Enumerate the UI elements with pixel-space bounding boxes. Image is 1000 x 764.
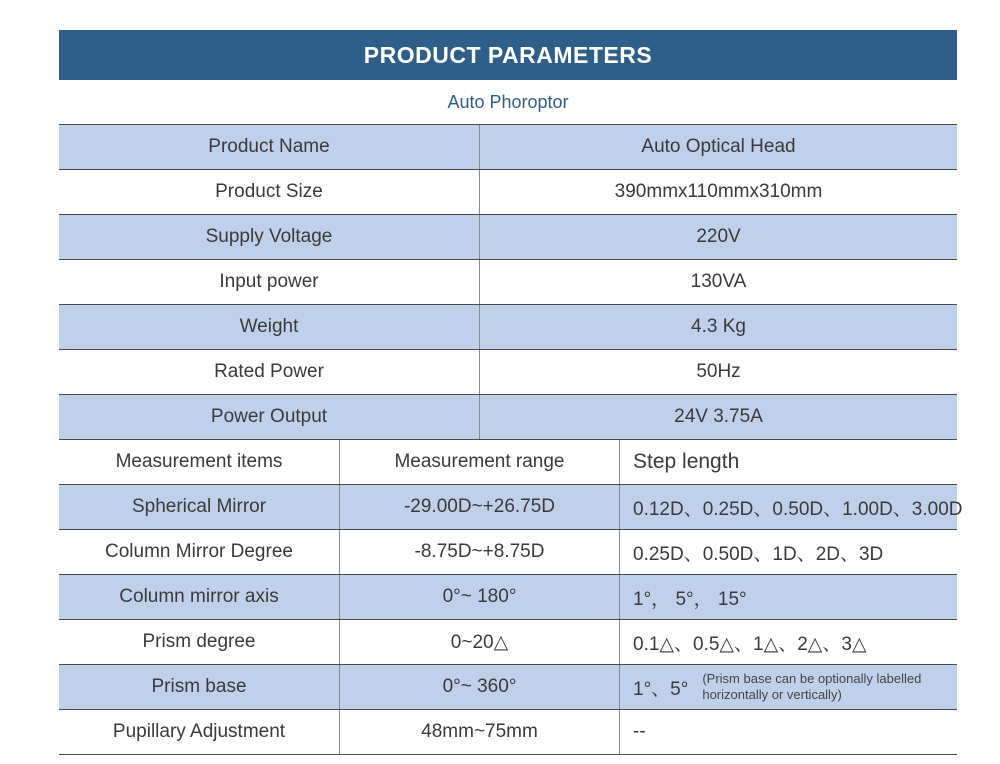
param-value: 24V 3.75A [479, 395, 957, 439]
column-header-step: Step length [619, 440, 957, 484]
measurement-step: 0.1△、0.5△、1△、2△、3△ [619, 620, 957, 664]
param-value: 390mmx110mmx310mm [479, 170, 957, 214]
measurement-item: Prism degree [142, 631, 256, 652]
measurement-item: Pupillary Adjustment [112, 721, 286, 742]
param-label: Weight [239, 316, 299, 337]
page-title: PRODUCT PARAMETERS [59, 30, 957, 80]
measurement-item: Column Mirror Degree [105, 541, 293, 562]
table-row [59, 710, 957, 755]
measurement-step: 1°、5° [633, 678, 689, 700]
table-row [59, 260, 957, 305]
table-row [59, 530, 957, 575]
note-line-2: horizontally or vertically) [702, 687, 842, 702]
param-label: Power Output [210, 406, 328, 427]
note-line-1: (Prism base can be optionally labelled [702, 671, 922, 686]
table-row [59, 350, 957, 395]
param-label: Input power [219, 271, 319, 292]
param-label: Supply Voltage [205, 226, 333, 247]
param-value: 220V [479, 215, 957, 259]
measurement-step-cell [619, 665, 957, 709]
table-row [59, 305, 957, 350]
table-row [59, 620, 957, 665]
measurement-range: -29.00D~+26.75D [339, 485, 619, 529]
measurement-item: Spherical Mirror [131, 496, 267, 517]
param-label: Product Size [215, 181, 323, 202]
param-value: 4.3 Kg [479, 305, 957, 349]
table-row [59, 665, 957, 710]
table-row [59, 170, 957, 215]
measurement-item: Column mirror axis [119, 586, 279, 607]
table-row [59, 485, 963, 530]
column-header-range: Measurement range [339, 440, 619, 484]
measurement-step: -- [619, 710, 957, 754]
param-label: Rated Power [214, 361, 324, 382]
measurement-step: 0.12D、0.25D、0.50D、1.00D、3.00D [619, 485, 957, 529]
measurement-range: 0°~ 180° [339, 575, 619, 619]
measurement-step: 1°， 5°， 15° [619, 575, 957, 619]
measurement-range: 48mm~75mm [339, 710, 619, 754]
measurement-step: 0.25D、0.50D、1D、2D、3D [619, 530, 957, 574]
product-subtitle: Auto Phoroptor [59, 80, 957, 125]
param-label: Product Name [208, 136, 330, 157]
prism-base-note [702, 671, 921, 703]
table-row [59, 125, 957, 170]
measurement-range: 0°~ 360° [339, 665, 619, 709]
parameters-sheet [59, 30, 963, 755]
measurement-header-row [59, 440, 957, 485]
table-row [59, 575, 957, 620]
measurement-range: 0~20△ [339, 620, 619, 664]
measurement-range: -8.75D~+8.75D [339, 530, 619, 574]
table-row [59, 395, 957, 440]
param-value: Auto Optical Head [479, 125, 957, 169]
measurement-item: Prism base [151, 676, 247, 697]
param-value: 50Hz [479, 350, 957, 394]
param-value: 130VA [479, 260, 957, 304]
column-header-item: Measurement items [115, 451, 283, 472]
table-row [59, 215, 957, 260]
